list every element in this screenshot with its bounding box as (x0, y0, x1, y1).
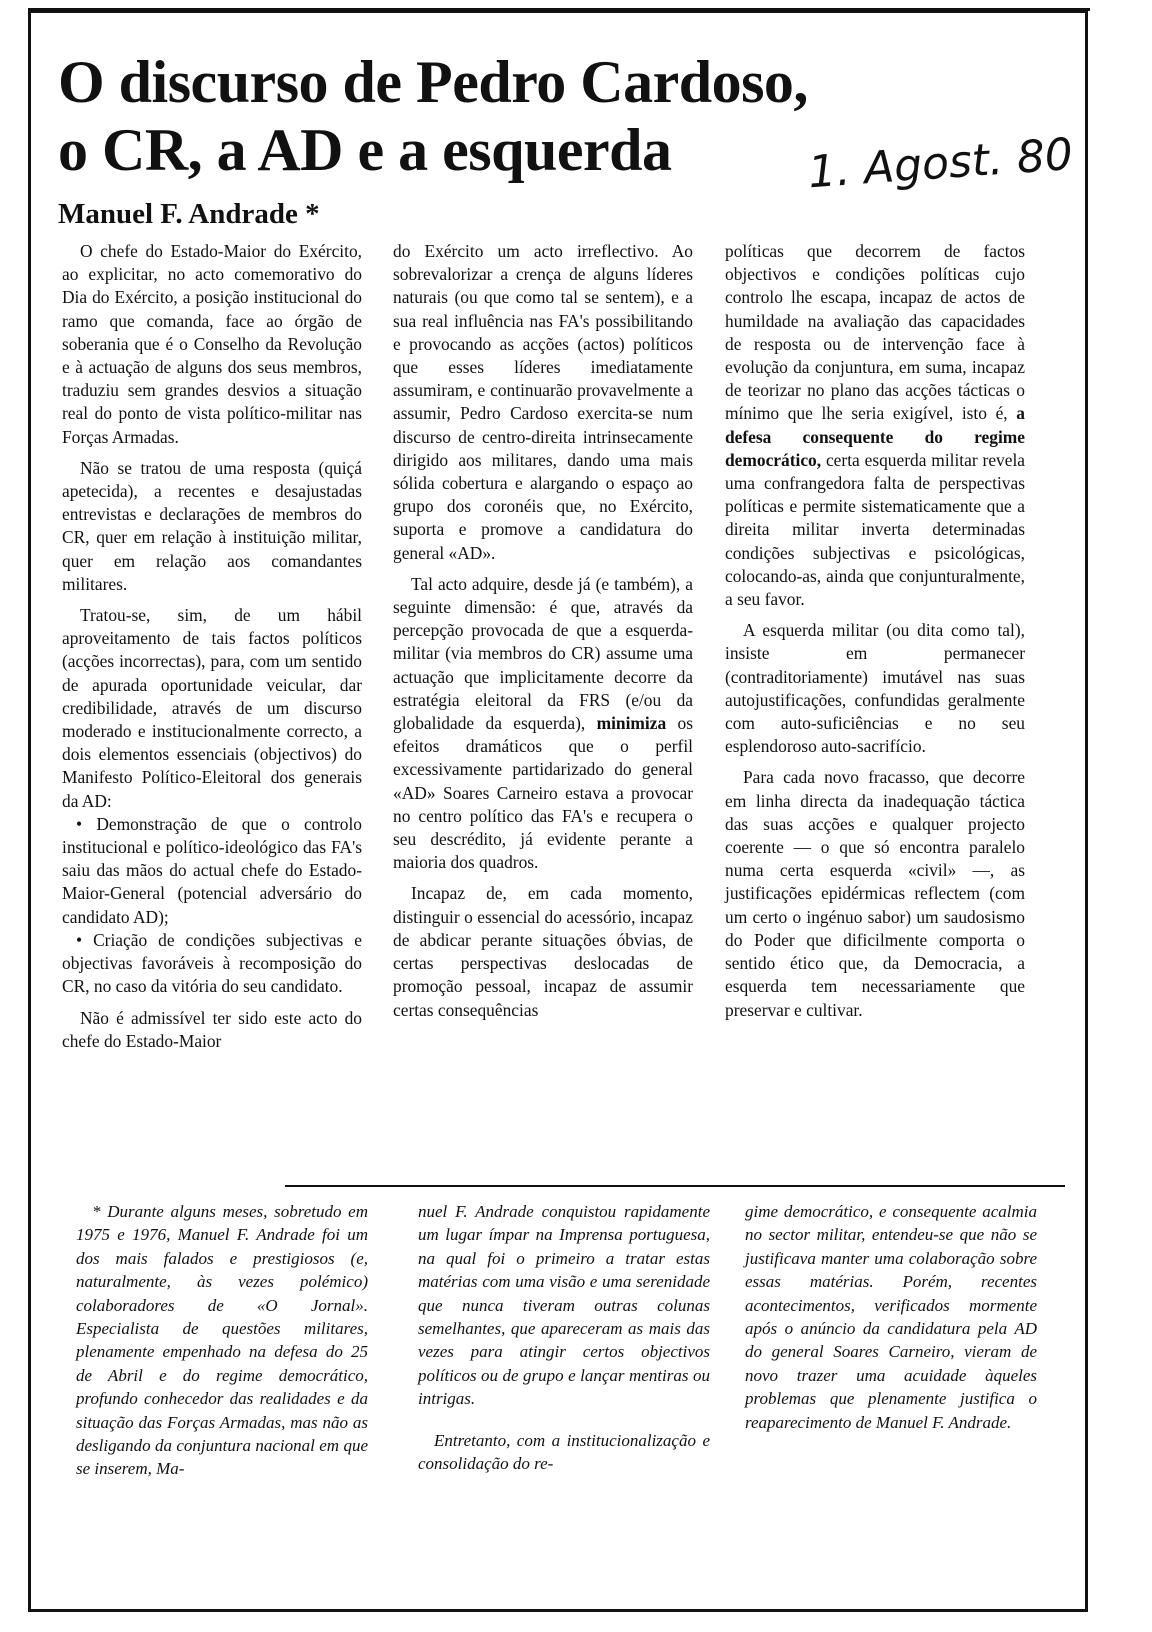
text-run: políticas que decorrem de factos objectivos e condições políticas cujo controlo lhe escapa, incapaz de actos de humildade na avaliação das capacidades de resposta ou de intervenção face à evolução da conjuntura, em suma, incapaz de teorizar no plano das acções tácticas o mínimo que lhe seria exigível, isto é, (725, 241, 1025, 424)
bullet-item: • Criação de condições subjectivas e objectivas favoráveis à recomposição do CR, no caso da vitória do seu candidato. (62, 929, 362, 997)
footnote-column-2 (418, 1200, 710, 1475)
footnote-text: nuel F. Andrade conquistou rapidamente um lugar ímpar na Imprensa portuguesa, na qual foi o primeiro a tratar estas matérias com uma visão e uma serenidade que nunca tiveram outras colunas semelhantes, que apareceram as mais das vezes para atingir certos objectivos políticos ou de grupo e lançar mentiras ou intrigas. (418, 1202, 710, 1409)
paragraph: Não se tratou de uma resposta (quiçá apetecida), a recentes e desajustadas entrevistas e declarações de membros do CR, quer em relação à instituição militar, quer em relação aos comandantes militares. (62, 457, 362, 594)
handwritten-date: 1. Agost. 80 (806, 128, 1075, 199)
bullet-item: • Demonstração de que o controlo institucional e político-ideológico das FA's saiu das mãos do actual chefe do Estado-Maior-General (potencial adversário do candidato AD); (62, 813, 362, 927)
footnote-text: * Durante alguns meses, sobretudo em 1975 e 1976, Manuel F. Andrade foi um dos mais falados e prestigiosos (e, naturalmente, às vezes polémico) colaboradores de «O Jornal». Especialista de questões militares, plenamente empenhado na defesa do 25 de Abril e do regime democrático, profundo conhecedor das realidades e da situação das Forças Armadas, mas não as desligando da conjuntura nacional em que se inserem, Ma- (76, 1202, 368, 1479)
text-run: certa esquerda militar revela uma confrangedora falta de perspectivas políticas e permite sistematicamente que a direita militar inverta determinadas condições subjectivas e psicológicas, colocando-as, ainda que conjunturalmente, a seu favor. (725, 449, 1025, 610)
footnote-column-1 (76, 1200, 368, 1481)
paragraph: O chefe do Estado-Maior do Exército, ao explicitar, no acto comemorativo do Dia do Exército, a posição institucional do ramo que comanda, face ao órgão de soberania que é o Conselho da Revolução e à actuação de alguns dos seus membros, traduziu sem grandes desvios a situação real do ponto de vista político-militar nas Forças Armadas. (62, 241, 362, 447)
footnote-divider (285, 1185, 1065, 1187)
paragraph: Tratou-se, sim, de um hábil aproveitamento de tais factos políticos (acções incorrectas), para, com um sentido de apurada oportunidade veicular, dar credibilidade, através de um discurso moderado e institucionalmente correcto, a dois elementos essenciais (objectivos) do Manifesto Político-Eleitoral dos generais da AD: (62, 605, 362, 811)
paragraph: Incapaz de, em cada momento, distinguir o essencial do acessório, incapaz de abdicar perante situações óbvias, de certas perspectivas deslocadas de promoção pessoal, incapaz de assumir certas consequências (393, 883, 693, 1020)
headline-line-2: o CR, a AD e a esquerda (58, 117, 672, 183)
bold-text: minimiza (596, 713, 667, 734)
paragraph (725, 240, 1025, 611)
paragraph (393, 573, 693, 875)
byline: Manuel F. Andrade * (58, 198, 320, 230)
footnote-column-3 (745, 1200, 1037, 1434)
footnote-text: Entretanto, com a institucionalização e consolidação do re- (418, 1430, 710, 1474)
paragraph: Não é admissível ter sido este acto do chefe do Estado-Maior (62, 1007, 362, 1051)
article-column-1 (62, 240, 362, 1053)
text-run: Tal acto adquire, desde já (e também), a seguinte dimensão: é que, através da percepção provocada de que a esquerda-militar (via membros do CR) assume uma actuação que implicitamente decorre da estratégia eleitoral da FRS (e/ou da globalidade da esquerda), (393, 573, 693, 734)
paragraph: A esquerda militar (ou dita como tal), insiste em permanecer (contraditoriamente) imutável nas suas autojustificações, confundidas geralmente com auto-suficiências e no seu esplendoroso auto-sacrifício. (725, 620, 1025, 757)
footnote-text: gime democrático, e consequente acalmia no sector militar, entendeu-se que não se justificava manter uma colaboração sobre essas matérias. Porém, recentes acontecimentos, verificados mormente após o anúncio da candidatura pela AD do general Soares Carneiro, vieram de novo trazer uma acuidade àqueles problemas que plenamente justifica o reaparecimento de Manuel F. Andrade. (745, 1202, 1037, 1432)
paragraph: do Exército um acto irreflectivo. Ao sobrevalorizar a crença de alguns líderes naturais (ou que como tal se sentem), e a sua real influência nas FA's possibilitando e provocando as acções (actos) políticos que esses líderes imediatamente assumiram, e continuarão provavelmente a assumir, Pedro Cardoso exercita-se num discurso de centro-direita intrinsecamente dirigido aos militares, dando uma mais sólida cobertura e alargando o espaço ao grupo dos coronéis que, no Exército, suporta e promove a candidatura do general «AD». (393, 241, 693, 563)
bold-text: a defesa consequente do regime democrático, (725, 403, 1025, 470)
headline-line-1: O discurso de Pedro Cardoso, (58, 49, 808, 115)
article-column-2 (393, 240, 693, 1022)
article-column-3 (725, 240, 1025, 1022)
paragraph: Para cada novo fracasso, que decorre em linha directa da inadequação táctica das suas acções e qualquer projecto coerente — o que só encontra paralelo numa certa esquerda «civil» —, as justificações epidérmicas reflectem (com um certo o ingénuo sabor) um saudosismo do Poder que dificilmente comporta o sentido ético que, da Democracia, a esquerda tem necessariamente que preservar e cultivar. (725, 767, 1025, 1020)
text-run: os efeitos dramáticos que o perfil excessivamente partidarizado do general «AD» Soares Carneiro estava a provocar no centro político das FA's e recupera o seu descrédito, já evidente perante a maioria dos quadros. (393, 713, 694, 873)
